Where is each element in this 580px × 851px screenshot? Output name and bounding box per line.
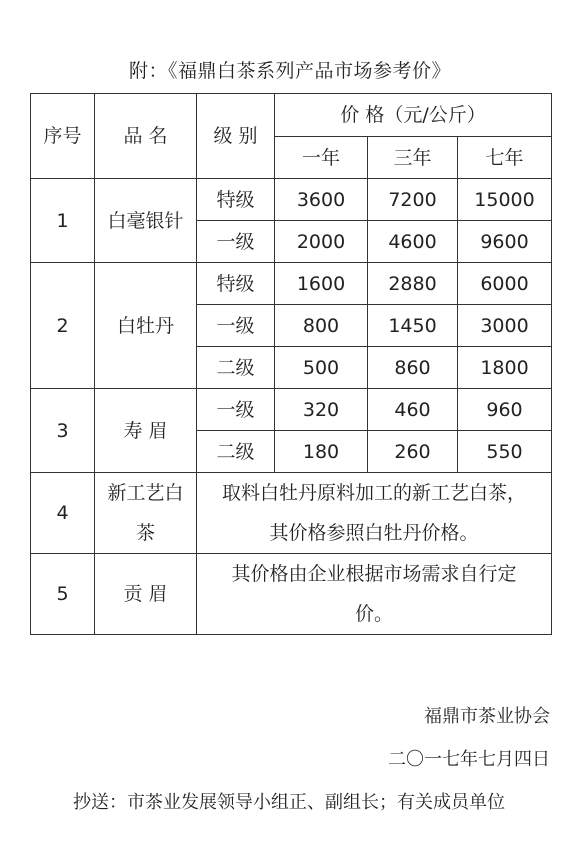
price-1yr: 1600 (275, 263, 368, 305)
price-3yr: 260 (368, 431, 458, 473)
header-year-3: 三年 (368, 137, 458, 179)
header-grade: 级 别 (197, 94, 275, 179)
price-7yr: 550 (458, 431, 552, 473)
price-7yr: 6000 (458, 263, 552, 305)
price-3yr: 460 (368, 389, 458, 431)
row-grade: 二级 (197, 431, 275, 473)
row-name-line: 茶 (135, 522, 155, 544)
table-row (31, 473, 552, 554)
table-row (31, 389, 552, 431)
price-3yr: 4600 (368, 221, 458, 263)
price-1yr: 180 (275, 431, 368, 473)
row-note-line: 其价格参照白牡丹价格。 (269, 522, 479, 544)
cc-recipients: 抄送：市茶业发展领导小组正、副组长；有关成员单位 (73, 792, 505, 813)
price-3yr: 2880 (368, 263, 458, 305)
header-year-1: 一年 (275, 137, 368, 179)
row-no: 3 (31, 389, 95, 473)
issuing-organization: 福鼎市茶业协会 (424, 706, 550, 727)
price-table (30, 93, 552, 635)
row-grade: 一级 (197, 221, 275, 263)
issue-date: 二〇一七年七月四日 (388, 749, 550, 770)
price-1yr: 800 (275, 305, 368, 347)
header-name: 品 名 (95, 94, 197, 179)
row-grade: 特级 (197, 179, 275, 221)
price-3yr: 7200 (368, 179, 458, 221)
row-note (197, 554, 552, 635)
row-grade: 特级 (197, 263, 275, 305)
header-year-7: 七年 (458, 137, 552, 179)
header-no: 序号 (31, 94, 95, 179)
row-no: 2 (31, 263, 95, 389)
row-no: 4 (31, 473, 95, 554)
price-1yr: 2000 (275, 221, 368, 263)
price-7yr: 1800 (458, 347, 552, 389)
header-row (31, 94, 552, 137)
row-name: 贡 眉 (95, 554, 197, 635)
row-name-line: 新工艺白 (107, 482, 184, 504)
row-no: 1 (31, 179, 95, 263)
row-note-line: 价。 (355, 603, 394, 625)
row-grade: 一级 (197, 389, 275, 431)
table-row (31, 554, 552, 635)
row-name: 白牡丹 (95, 263, 197, 389)
price-7yr: 9600 (458, 221, 552, 263)
header-price: 价 格（元/公斤） (275, 94, 552, 137)
row-note-line: 取料白牡丹原料加工的新工艺白茶， (222, 482, 527, 504)
row-name (95, 473, 197, 554)
price-7yr: 15000 (458, 179, 552, 221)
row-grade: 二级 (197, 347, 275, 389)
row-note (197, 473, 552, 554)
price-7yr: 3000 (458, 305, 552, 347)
price-3yr: 1450 (368, 305, 458, 347)
row-grade: 一级 (197, 305, 275, 347)
price-1yr: 500 (275, 347, 368, 389)
price-1yr: 3600 (275, 179, 368, 221)
row-name: 寿 眉 (95, 389, 197, 473)
table-row (31, 263, 552, 305)
price-1yr: 320 (275, 389, 368, 431)
price-7yr: 960 (458, 389, 552, 431)
row-note-line: 其价格由企业根据市场需求自行定 (231, 563, 517, 585)
table-row (31, 179, 552, 221)
row-no: 5 (31, 554, 95, 635)
document-title: 附：《福鼎白茶系列产品市场参考价》 (128, 60, 451, 82)
row-name: 白毫银针 (95, 179, 197, 263)
price-3yr: 860 (368, 347, 458, 389)
